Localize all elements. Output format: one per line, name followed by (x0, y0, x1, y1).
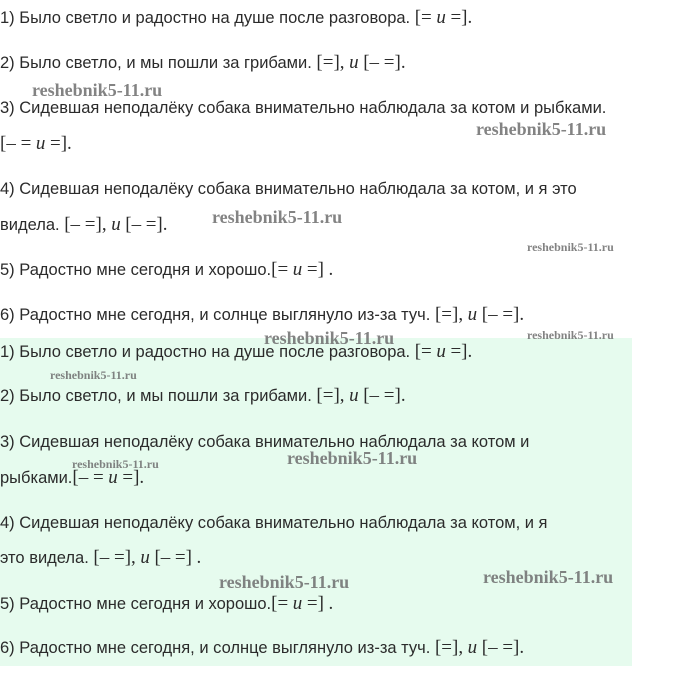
watermark: reshebnik5-11.ru (264, 328, 395, 348)
sentence-3: 3) Сидевшая неподалёку собака внимательно наблюдала за котом и рыбками. (0, 99, 607, 117)
sentence-4-cont: видела. [– =], и [– =]. (0, 214, 168, 235)
sentence-6: 6) Радостно мне сегодня, и солнце выглянуло из-за туч. [=], и [– =]. (0, 304, 525, 325)
sentence-1: 1) Было светло и радостно на душе после разговора. [= и =]. (0, 7, 473, 28)
answer-sentence-6: 6) Радостно мне сегодня, и солнце выглянуло из-за туч. [=], и [– =]. (0, 637, 525, 658)
sentence-5: 5) Радостно мне сегодня и хорошо.[= и =] . (0, 259, 334, 280)
answer-sentence-3-cont: рыбками.[– = и =]. (0, 467, 145, 488)
watermark: reshebnik5-11.ru (527, 328, 614, 342)
answer-sentence-1: 1) Было светло и радостно на душе после разговора. [= и =]. (0, 341, 473, 362)
answer-sentence-2: 2) Было светло, и мы пошли за грибами. [=], и [– =]. (0, 385, 406, 406)
answer-sentence-4: 4) Сидевшая неподалёку собака внимательно наблюдала за котом, и я (0, 514, 548, 532)
sentence-2: 2) Было светло, и мы пошли за грибами. [=], и [– =]. (0, 52, 406, 73)
answer-sentence-4-cont: это видела. [– =], и [– =] . (0, 547, 202, 568)
watermark: reshebnik5-11.ru (527, 240, 614, 254)
watermark: reshebnik5-11.ru (72, 457, 159, 471)
sentence-3-scheme: [– = и =]. (0, 133, 72, 154)
answer-sentence-3: 3) Сидевшая неподалёку собака внимательно наблюдала за котом и (0, 433, 530, 451)
watermark: reshebnik5-11.ru (287, 448, 418, 468)
answer-sentence-5: 5) Радостно мне сегодня и хорошо.[= и =] . (0, 593, 334, 614)
watermark: reshebnik5-11.ru (50, 368, 137, 382)
watermark: reshebnik5-11.ru (219, 572, 350, 592)
watermark: reshebnik5-11.ru (483, 567, 614, 587)
sentence-4: 4) Сидевшая неподалёку собака внимательно наблюдала за котом, и я это (0, 180, 577, 198)
watermark: reshebnik5-11.ru (212, 207, 343, 227)
watermark: reshebnik5-11.ru (476, 119, 607, 139)
watermark: reshebnik5-11.ru (32, 80, 163, 100)
